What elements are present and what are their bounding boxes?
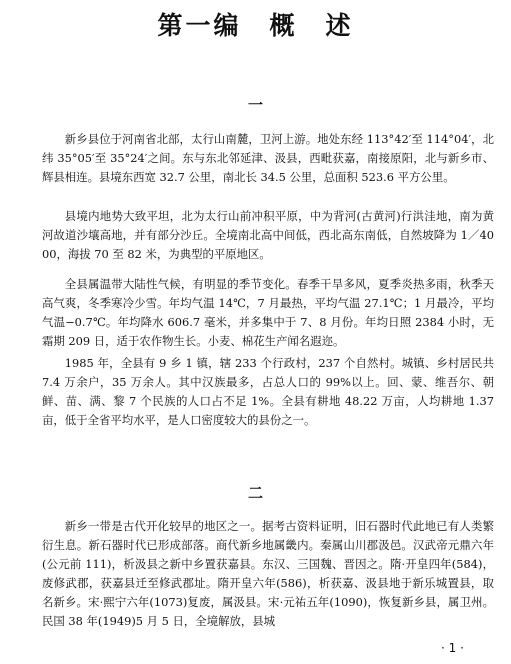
paragraph-population: 1985 年，全县有 9 乡 1 镇，辖 233 个行政村，237 个自然村。城镇、乡村居民共 7.4 万余户，35 万余人。其中汉族最多，占总人口的 99%以上。回、蒙、维吾尔、朝鲜、苗、满、黎 7 个民族的人口占不足 1%。全县有耕地 48.22 万亩，人均耕地 1.37 亩，低于全省平均水平，是人口密度较大的县份之一。 (42, 356, 494, 427)
section-number-2: 二 (247, 484, 263, 502)
page-title: 第一编 概 述 (157, 11, 354, 40)
paragraph-terrain: 县境内地势大致平坦，北为太行山前冲积平原，中为背河(古黄河)行洪洼地，南为黄河故道沙壤高地，并有部分沙丘。全境南北高中间低，西北高东南低，自然坡降为 1／4000，海拔 70 至 82 米，为典型的平原地区。 (42, 209, 494, 261)
section-number-1: 一 (247, 96, 263, 114)
paragraph-climate: 全县属温带大陆性气候，有明显的季节变化。春季干旱多风，夏季炎热多雨，秋季天高气爽，冬季寒冷少雪。年均气温 14℃，7 月最热，平均气温 27.1℃；1 月最冷，平均气温−0.7℃。年均降水 606.7 毫米，并多集中于 7、8 月份。年均日照 2384 小时，无霜期 209 日，适于农作物生长。小麦、棉花生产闻名遐迩。 (42, 277, 494, 348)
paragraph-history: 新乡一带是古代开化较早的地区之一。据考古资料证明，旧石器时代此地已有人类繁衍生息。新石器时代已形成部落。商代新乡地属畿内。秦属山川郡汲邑。汉武帝元鼎六年(公元前 111)，析汲县之新中乡置获嘉县。东汉、三国魏、晋因之。隋·开皇四年(584)，废修武郡，获嘉县迁至修武郡址。隋开皇六年(586)，析获嘉、汲县地于新乐城置县，取名新乡。宋·熙宁六年(1073)复废，属汲县。宋·元祐五年(1090)，恢复新乡县，属卫州。民国 38 年(1949)5 月 5 日，全境解放，县城 (42, 519, 494, 628)
page-number: · 1 · (441, 641, 464, 655)
paragraph-location: 新乡县位于河南省北部，太行山南麓，卫河上游。地处东经 113°42′至 114°04′，北纬 35°05′至 35°24′之间。东与东北邻延津、汲县，西毗获嘉，南接原阳，北与新乡市、辉县相连。县境东西宽 32.7 公里，南北长 34.5 公里，总面积 523.6 平方公里。 (42, 132, 494, 184)
